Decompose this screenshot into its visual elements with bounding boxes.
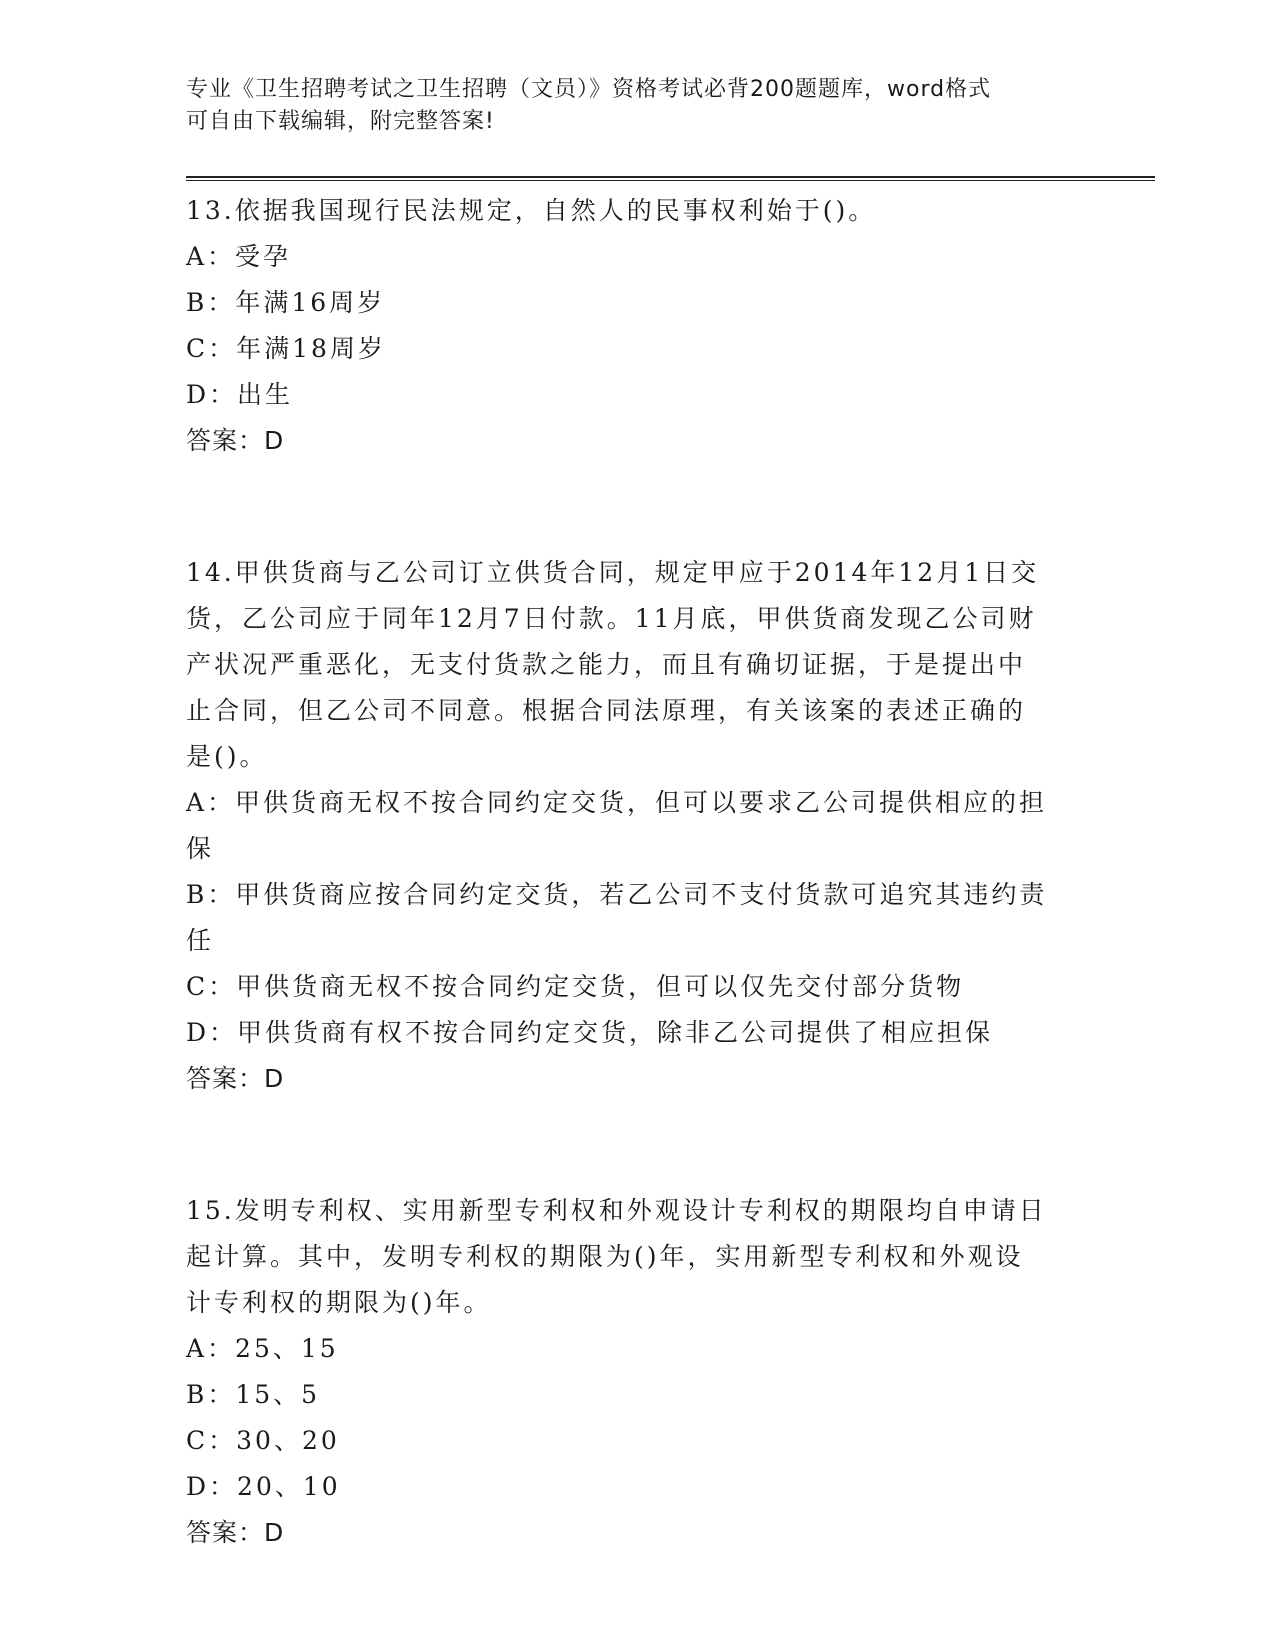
answer-label: 答案：D: [186, 1064, 285, 1093]
question-text-line: 是()。: [186, 742, 268, 771]
option-a: A：受孕: [186, 242, 292, 271]
question-text-line: 止合同，但乙公司不同意。根据合同法原理，有关该案的表述正确的: [186, 696, 1027, 725]
option-a-continued: 保: [186, 834, 215, 863]
option-c: C：年满18周岁: [186, 334, 386, 363]
option-b: B：甲供货商应按合同约定交货，若乙公司不支付货款可追究其违约责: [186, 880, 1048, 909]
option-a: A：25、15: [186, 1334, 339, 1363]
question-text-line: 14.甲供货商与乙公司订立供货合同，规定甲应于2014年12月1日交: [186, 558, 1040, 587]
option-b: B：15、5: [186, 1380, 321, 1409]
question-text-line: 产状况严重恶化，无支付货款之能力，而且有确切证据，于是提出中: [186, 650, 1027, 679]
document-header: [186, 74, 1066, 138]
question-text-line: 计专利权的期限为()年。: [186, 1288, 492, 1317]
question-list: [186, 188, 1086, 1556]
option-c: C：甲供货商无权不按合同约定交货，但可以仅先交付部分货物: [186, 972, 965, 1001]
question-13: [186, 188, 1086, 464]
header-line-1: 专业《卫生招聘考试之卫生招聘（文员）》资格考试必背200题题库，word格式: [186, 77, 992, 102]
answer-label: 答案：D: [186, 426, 285, 455]
option-d: D：甲供货商有权不按合同约定交货，除非乙公司提供了相应担保: [186, 1018, 994, 1047]
question-text-line: 货，乙公司应于同年12月7日付款。11月底，甲供货商发现乙公司财: [186, 604, 1037, 633]
option-d: D：20、10: [186, 1472, 341, 1501]
option-b-continued: 任: [186, 926, 215, 955]
option-d: D：出生: [186, 380, 294, 409]
question-14: [186, 550, 1086, 1102]
option-a: A：甲供货商无权不按合同约定交货，但可以要求乙公司提供相应的担: [186, 788, 1048, 817]
question-spacer: [186, 1102, 1086, 1188]
question-text: 13.依据我国现行民法规定，自然人的民事权利始于()。: [186, 196, 877, 225]
question-text-line: 15.发明专利权、实用新型专利权和外观设计专利权的期限均自申请日: [186, 1196, 1047, 1225]
header-line-2: 可自由下载编辑，附完整答案!: [186, 109, 495, 134]
header-divider: [186, 176, 1155, 181]
question-spacer: [186, 464, 1086, 550]
option-c: C：30、20: [186, 1426, 340, 1455]
option-b: B：年满16周岁: [186, 288, 386, 317]
question-15: [186, 1188, 1086, 1556]
answer-label: 答案：D: [186, 1518, 285, 1547]
question-text-line: 起计算。其中，发明专利权的期限为()年，实用新型专利权和外观设: [186, 1242, 1024, 1271]
